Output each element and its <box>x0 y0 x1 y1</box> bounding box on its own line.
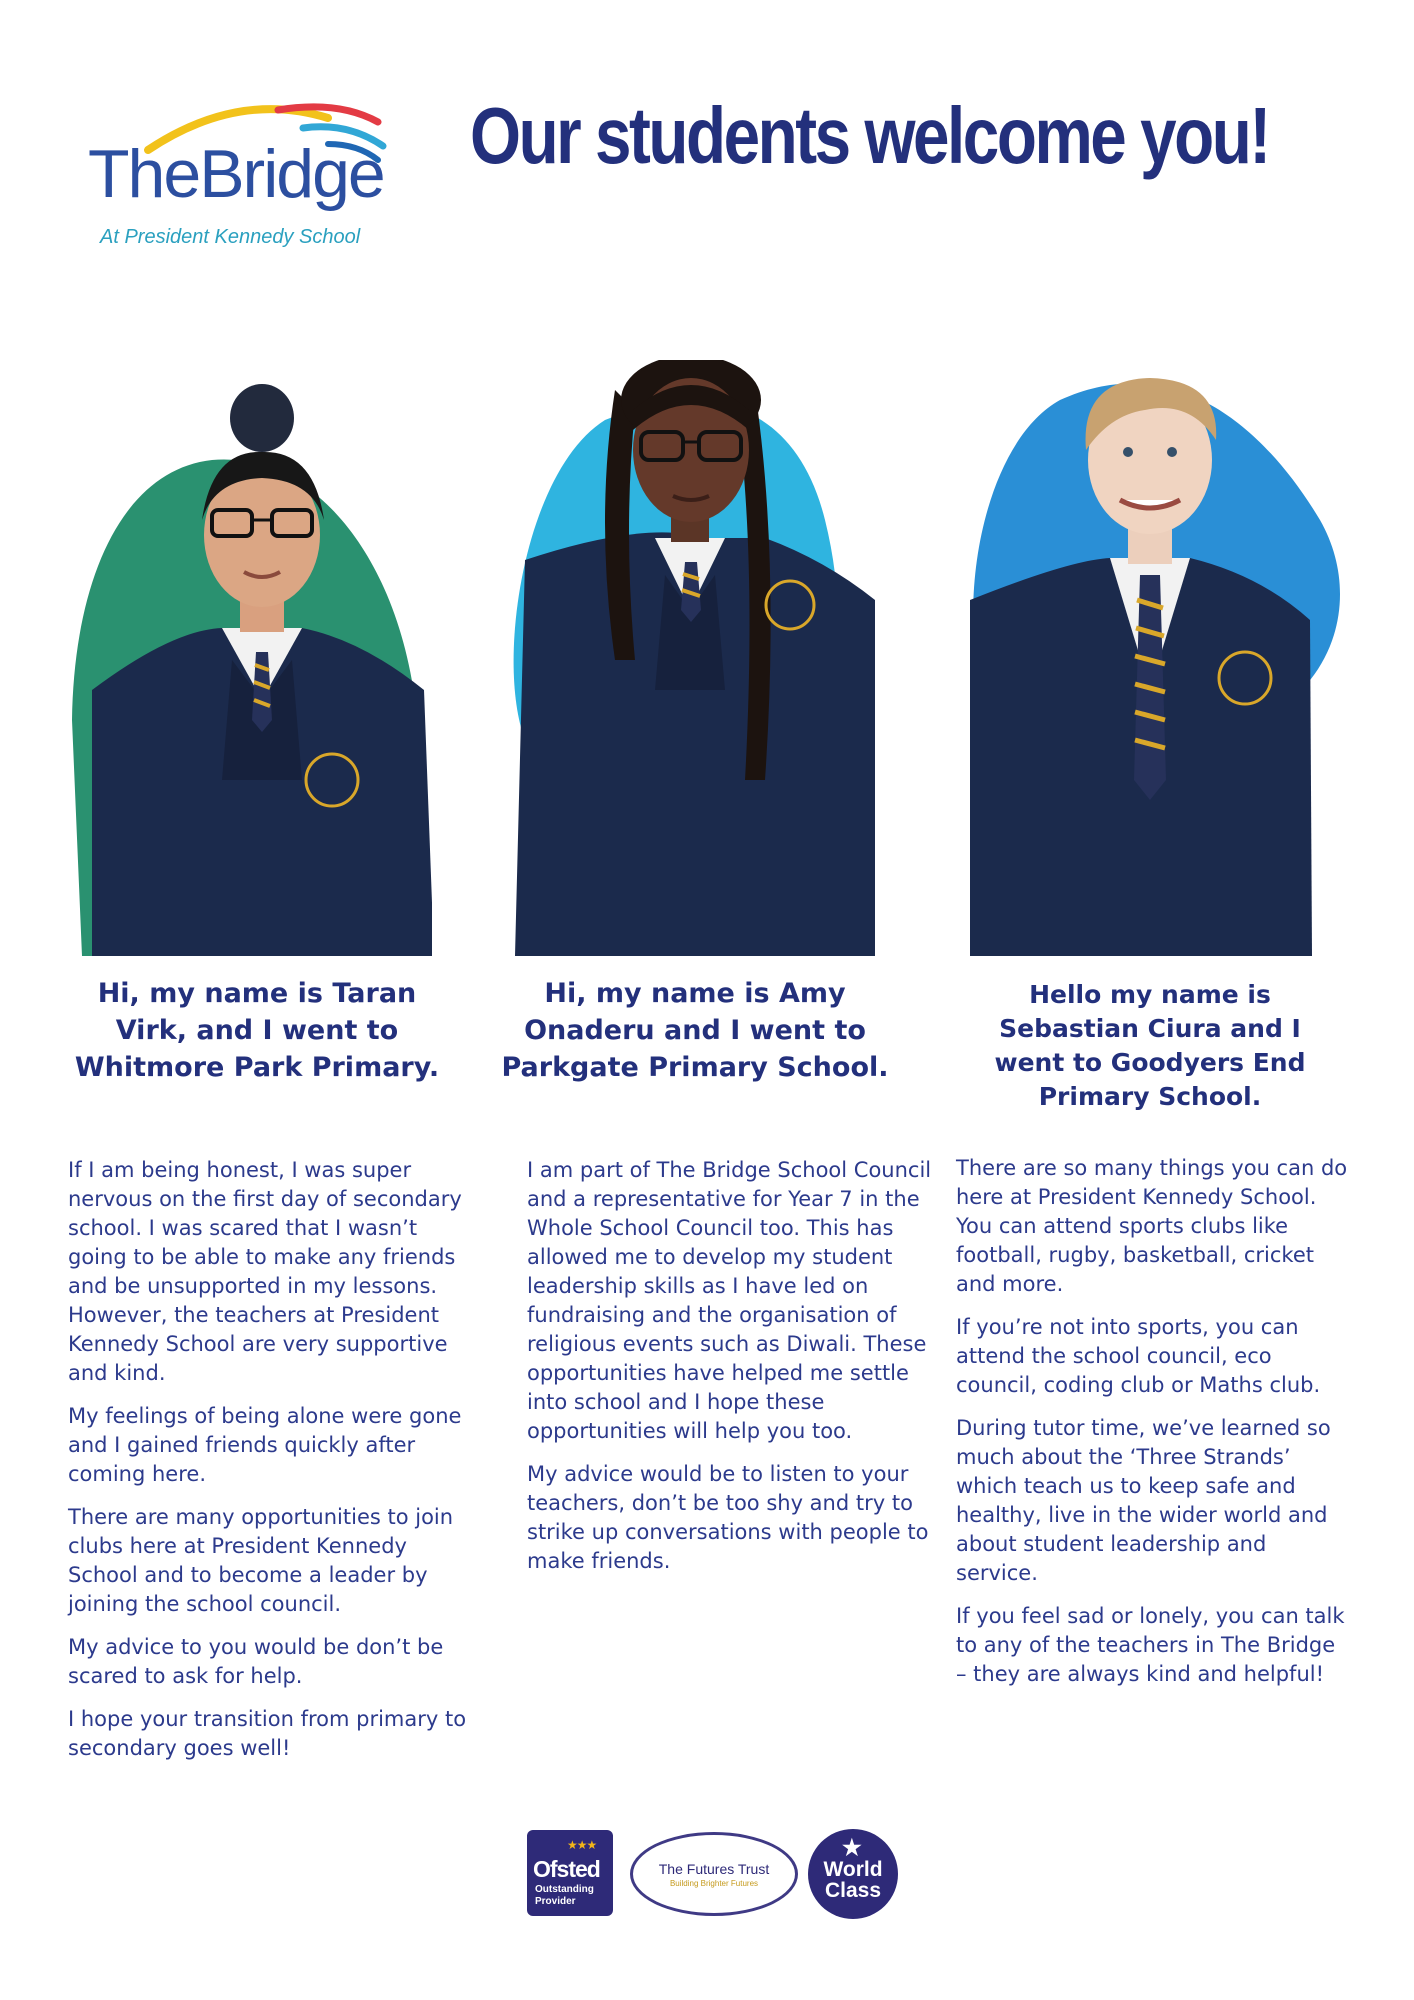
logo-wordmark <box>88 136 384 212</box>
world-class-badge <box>808 1829 898 1919</box>
logo-bridge: Bridge <box>199 136 384 212</box>
student-heading-amy: Hi, my name is Amy Onaderu and I went to Parkgate Primary School. <box>501 978 889 1083</box>
star-icon: ★ <box>842 1835 862 1860</box>
futures-trust-tagline: Building Brighter Futures <box>669 1879 759 1888</box>
portrait-sebastian-illustration <box>940 360 1350 956</box>
paragraph: My feelings of being alone were gone and I gained friends quickly after coming here. <box>68 1404 462 1486</box>
paragraph: I am part of The Bridge School Council and a representative for Year 7 in the Whole School Council too. This has allowed me to develop my student leadership skills as I have led on fundraising and the organisation of religious events such as Diwali. These opportunities have helped me settle into school and I hope these opportunities will help you too. <box>527 1158 932 1443</box>
world-class-line2: Class <box>824 1879 882 1902</box>
ofsted-sub-line1: Outstanding <box>535 1884 594 1895</box>
world-class-line1: World <box>823 1858 883 1881</box>
paragraph: My advice would be to listen to your teachers, don’t be too shy and try to strike up conversations with people to make friends. <box>527 1462 929 1573</box>
logo <box>88 88 398 258</box>
ofsted-subtitle <box>535 1884 594 1908</box>
world-class-text <box>808 1859 898 1901</box>
paragraph: During tutor time, we’ve learned so much about the ‘Three Strands’ which teach us to keep safe and healthy, live in the wider world and about student leadership and service. <box>956 1416 1331 1585</box>
portrait-taran-illustration <box>62 360 432 956</box>
futures-trust-badge <box>630 1832 798 1916</box>
student-text-amy <box>527 1156 932 1590</box>
ofsted-badge <box>527 1830 613 1916</box>
portrait-amy-illustration <box>505 360 877 956</box>
stars-icon: ★★★ <box>567 1838 597 1852</box>
paragraph: There are many opportunities to join clubs here at President Kennedy School and to become a leader by joining the school council. <box>68 1505 454 1616</box>
paragraph: My advice to you would be don’t be scared to ask for help. <box>68 1635 444 1688</box>
student-text-sebastian <box>956 1154 1351 1703</box>
student-heading-sebastian: Hello my name is Sebastian Ciura and I went to Goodyers End Primary School. <box>994 980 1306 1111</box>
paragraph: If you’re not into sports, you can attend the school council, eco council, coding club or Maths club. <box>956 1315 1321 1397</box>
student-portrait-amy <box>505 360 877 956</box>
page-title: Our students welcome you! <box>470 91 1269 180</box>
logo-the: The <box>88 136 200 212</box>
student-text-taran <box>68 1156 468 1777</box>
ofsted-sub-line2: Provider <box>535 1896 576 1907</box>
paragraph: If you feel sad or lonely, you can talk to any of the teachers in The Bridge – they are always kind and helpful! <box>956 1604 1345 1686</box>
student-portrait-sebastian <box>940 360 1350 956</box>
student-heading-taran: Hi, my name is Taran Virk, and I went to Whitmore Park Primary. <box>74 978 440 1083</box>
paragraph: If I am being honest, I was super nervous on the first day of secondary school. I was scared that I wasn’t going to be able to make any friends and be unsupported in my lessons. However, the teachers at President Kennedy School are very supportive and kind. <box>68 1158 462 1385</box>
paragraph: I hope your transition from primary to secondary goes well! <box>68 1707 467 1760</box>
logo-subtitle: At President Kennedy School <box>100 226 361 248</box>
student-portrait-taran <box>62 360 432 956</box>
paragraph: There are so many things you can do here at President Kennedy School. You can attend sports clubs like football, rugby, basketball, cricket and more. <box>956 1156 1348 1296</box>
ofsted-name: Ofsted <box>533 1856 600 1882</box>
futures-trust-name: The Futures Trust <box>658 1861 770 1877</box>
